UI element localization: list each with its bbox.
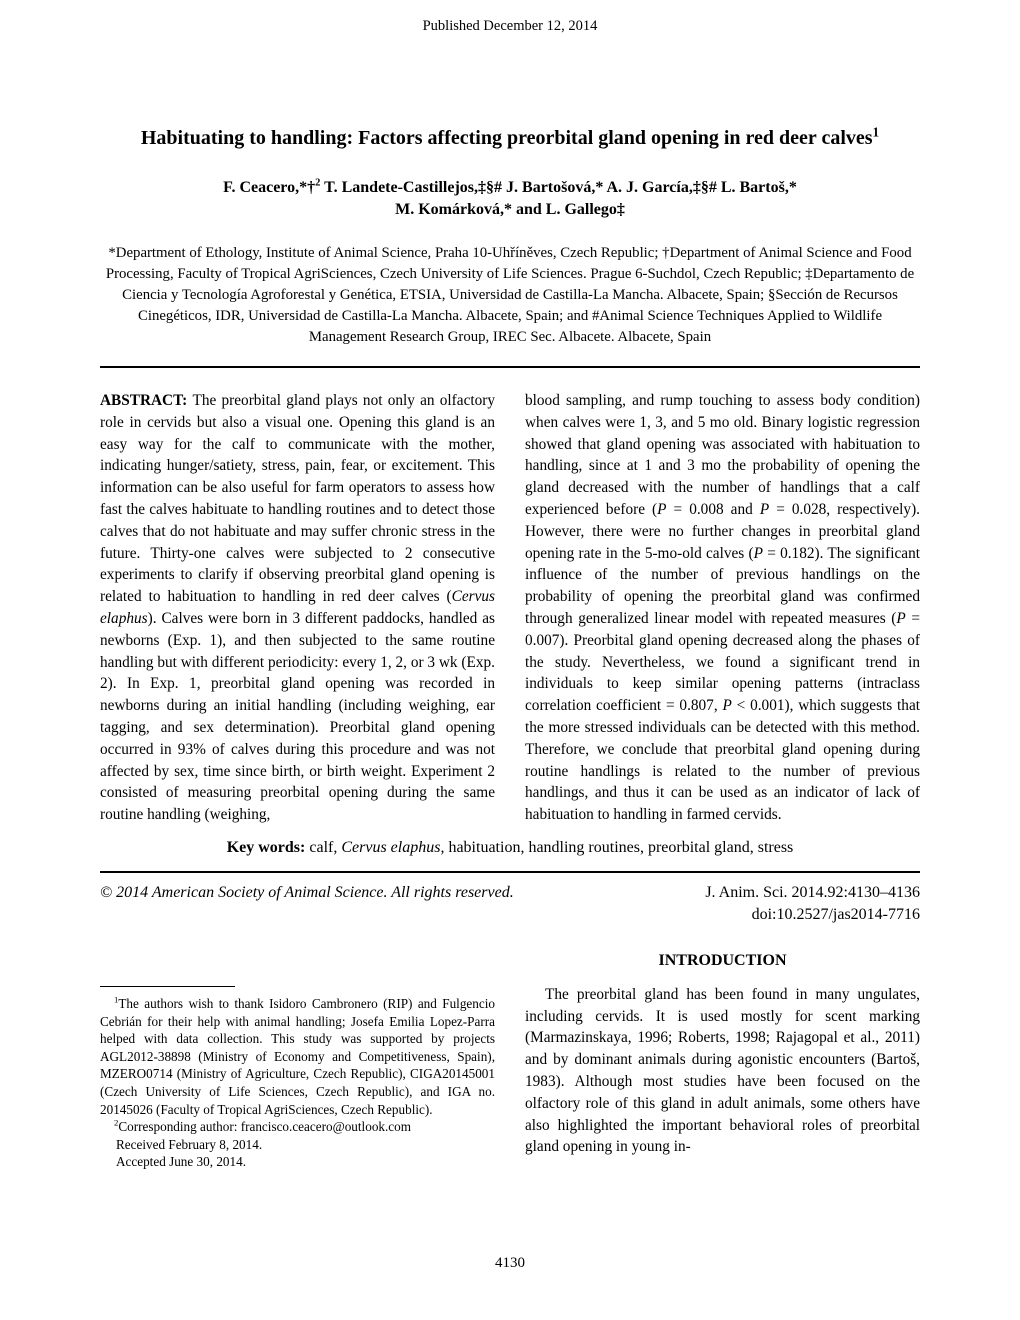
footnote-1: $^1$The authors wish to thank Isidoro Cambronero (RIP) and Fulgencio Cebrián for their help with animal handling; Josefa Emilia Lopez-Parra helped with data collection. This study was supported by projects AGL2012-38898 (Ministry of Economy and Competitiveness, Spain), MZERO0714 (Ministry of Agriculture, Czech Republic), CIGA20145001 (Czech University of Life Sciences, Czech Republic), and IGA no. 20145026 (Faculty of Tropical AgriSciences, Czech Republic). [100, 994, 495, 1117]
page-number: 4130 [495, 1255, 525, 1271]
citation-line: J. Anim. Sci. 2014.92:4130–4136 [705, 883, 920, 901]
affiliations-divider [100, 366, 920, 368]
copyright-row [100, 882, 920, 926]
abstract-left-column: ABSTRACT: The preorbital gland plays not only an olfactory role in cervids but also a visual one. Opening this gland is an easy way for the calf to communicate with the mother, indicating hunger/satiety, stress, pain, fear, or excitement. This information can be also useful for farm operators to assess how fast the calves habituate to handling routines and to detect those calves that do not habituate and may suffer chronic stress in the future. Thirty-one calves were subjected to 2 consecutive experiments to clarify if observing preorbital gland opening is related to habituation to handling in red deer calves (Cervus elaphus). Calves were born in 3 different paddocks, handled as newborns (Exp. 1), and then subjected to the same routine handling but with different periodicity: every 1, 2, or 3 wk (Exp. 2). In Exp. 1, preorbital gland opening was recorded in newborns during an initial handling (including weighing, ear tagging, and sex determination). Preorbital gland opening occurred in 93% of calves during this procedure and was not affected by sex, time since birth, or birth weight. Experiment 2 consisted of measuring preorbital opening during the same routine handling (weighing, [100, 392, 495, 824]
affiliations: *Department of Ethology, Institute of Animal Science, Praha 10-Uhříněves, Czech Republic; †Department of Animal Science and Food Processing, Faculty of Tropical AgriSciences, Czech University of Life Sciences. Prague 6-Suchdol, Czech Republic; ‡Departamento de Ciencia y Tecnología Agroforestal y Genética, ETSIA, Universidad de Castilla-La Mancha. Albacete, Spain; §Sección de Recursos Cinegéticos, IDR, Universidad de Castilla-La Mancha. Albacete, Spain; and #Animal Science Techniques Applied to Wildlife Management Research Group, IREC Sec. Albacete. Albacete, Spain [105, 245, 915, 345]
published-line: Published December 12, 2014 [422, 18, 598, 34]
received-line: Received February 8, 2014. [116, 1136, 263, 1152]
footnotes-column [100, 950, 495, 1171]
abstract-right-column: blood sampling, and rump touching to assess body condition) when calves were 1, 3, and 5 mo old. Binary logistic regression showed that gland opening was associated with habituation to handling, since at 1 and 3 mo the probability of opening the gland decreased with the number of handlings that a calf experienced before (P = 0.008 and P = 0.028, respectively). However, there were no further changes in preorbital gland opening rate in the 5-mo-old calves (P = 0.182). The significant influence of the number of previous handlings on the probability of opening the preorbital gland was confirmed through generalized linear model with repeated measures (P = 0.007). Preorbital gland opening decreased along the phases of the study. Nevertheless, we found a significant trend in individuals to keep similar opening patterns (intraclass correlation coefficient = 0.807, P < 0.001), which suggests that the more stressed individuals can be detected with this method. Therefore, we conclude that preorbital gland opening during routine handlings is related to the number of previous handlings, and thus it can be used as an indicator of lack of habituation to handling in farmed cervids. [525, 392, 921, 824]
footnote-separator [100, 986, 235, 987]
accepted-line: Accepted June 30, 2014. [116, 1154, 247, 1170]
article-title: Habituating to handling: Factors affecting preorbital gland opening in red deer calves$^1$ [140, 124, 880, 149]
introduction-paragraph: The preorbital gland has been found in many ungulates, including cervids. It is used mostly for scent marking (Marmazinskaya, 1996; Roberts, 1998; Rajagopal et al., 2011) and by dominant animals during agonistic encounters (Bartoš, 1983). Although most studies have been focused on the olfactory role of this gland in adult animals, some others have also highlighted the important behavioral roles of preorbital gland opening in young in- [525, 985, 920, 1156]
authors-line-1: F. Ceacero,*†$^2$ T. Landete-Castillejos,‡§# J. Bartošová,* A. J. García,‡§# L. Bartoš,* [223, 177, 797, 196]
journal-citation [705, 882, 920, 926]
introduction-heading: INTRODUCTION [658, 951, 787, 969]
footnote-2: $^2$Corresponding author: francisco.ceacero@outlook.com [114, 1117, 412, 1135]
body-section [100, 950, 920, 1171]
keywords-divider [100, 871, 920, 873]
abstract-section [100, 390, 920, 826]
authors-block [100, 177, 920, 221]
copyright-line: © 2014 American Society of Animal Science. All rights reserved. [100, 883, 514, 901]
introduction-column [525, 950, 920, 1171]
authors-line-2: M. Komárková,* and L. Gallego‡ [395, 201, 625, 218]
doi-line: doi:10.2527/jas2014-7716 [751, 905, 920, 923]
keywords-line: Key words: calf, Cervus elaphus, habituation, handling routines, preorbital gland, stress [226, 838, 794, 856]
